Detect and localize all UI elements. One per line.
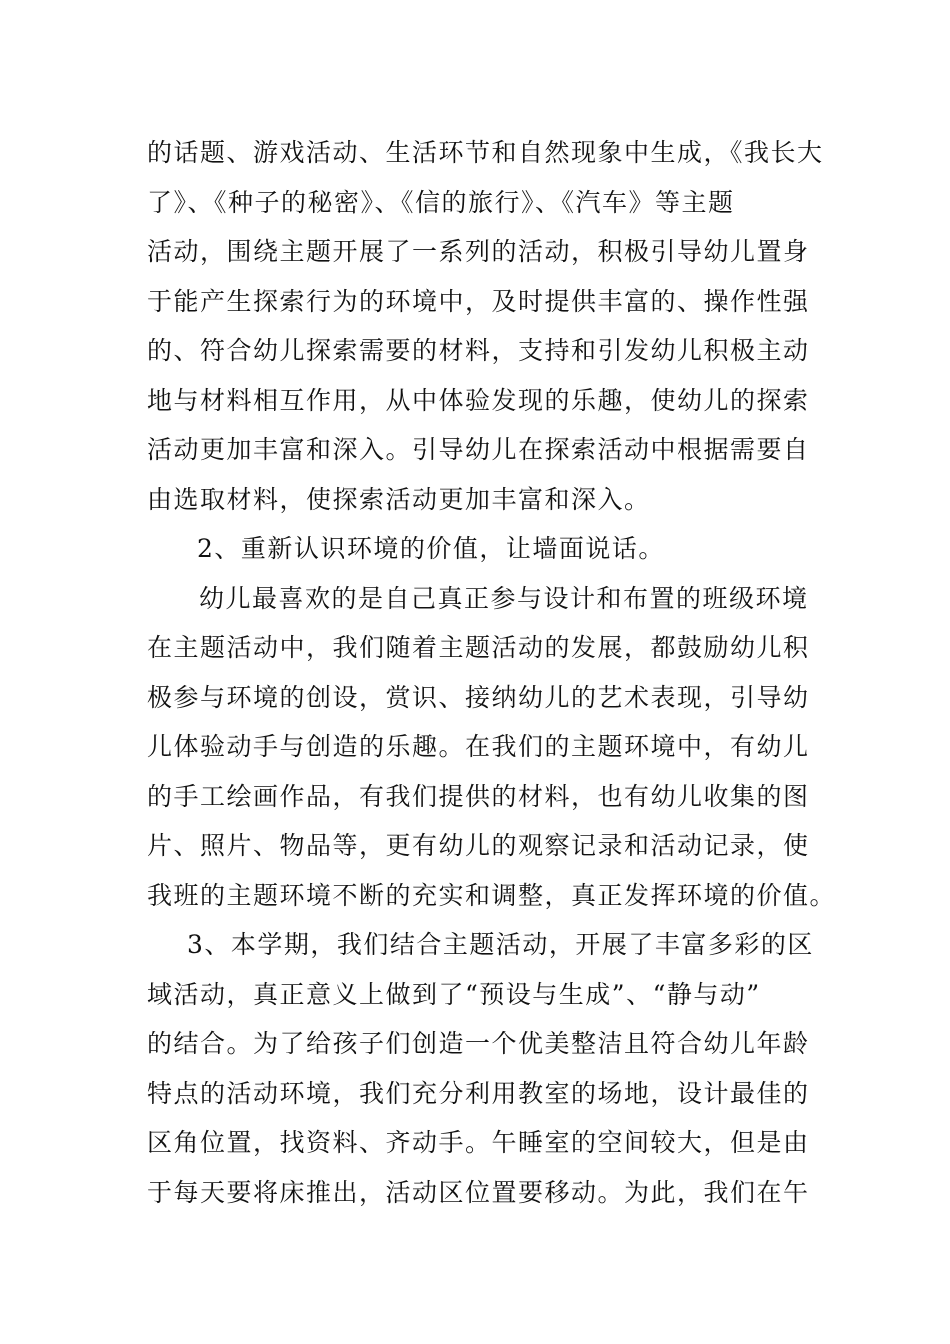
text-line: 3、本学期，我们结合主题活动，开展了丰富多彩的区 — [187, 930, 814, 959]
text-line: 于每天要将床推出，活动区位置要移动。为此，我们在午 — [147, 1177, 810, 1207]
paragraph-1 — [147, 128, 824, 524]
text-line: 活动，围绕主题开展了一系列的活动，积极引导幼儿置身 — [147, 237, 810, 266]
paragraph-3 — [147, 574, 837, 921]
section-heading: 2、重新认识环境的价值，让墙面说话。 — [197, 534, 665, 563]
text-line: 幼儿最喜欢的是自己真正参与设计和布置的班级环境 — [199, 583, 809, 613]
text-line: 域活动，真正意义上做到了“预设与生成”、“静与动” — [147, 979, 761, 1009]
text-line: 了》、《种子的秘密》、《信的旅行》、《汽车》等主题 — [147, 187, 735, 217]
text-line: 儿体验动手与创造的乐趣。在我们的主题环境中，有幼儿 — [147, 732, 810, 761]
text-line: 在主题活动中，我们随着主题活动的发展，都鼓励幼儿积 — [147, 633, 810, 662]
text-line: 极参与环境的创设，赏识、接纳幼儿的艺术表现，引导幼 — [147, 682, 810, 712]
text-line: 片、照片、物品等，更有幼儿的观察记录和活动记录，使 — [147, 831, 810, 860]
text-line: 区角位置，找资料、齐动手。午睡室的空间较大，但是由 — [147, 1128, 810, 1157]
text-line: 特点的活动环境，我们充分利用教室的场地，设计最佳的 — [147, 1078, 810, 1108]
text-line: 的结合。为了给孩子们创造一个优美整洁且符合幼儿年龄 — [147, 1029, 810, 1058]
text-line: 活动更加丰富和深入。引导幼儿在探索活动中根据需要自 — [147, 435, 810, 464]
text-line: 我班的主题环境不断的充实和调整，真正发挥环境的价值。 — [147, 880, 837, 910]
text-line: 的、符合幼儿探索需要的材料，支持和引发幼儿积极主动 — [147, 336, 810, 365]
text-line: 地与材料相互作用，从中体验发现的乐趣，使幼儿的探索 — [147, 385, 810, 415]
text-line: 于能产生探索行为的环境中，及时提供丰富的、操作性强 — [147, 286, 810, 316]
document-body — [147, 128, 837, 1217]
text-line: 的手工绘画作品，有我们提供的材料，也有幼儿收集的图 — [147, 781, 810, 811]
paragraph-4 — [147, 920, 814, 1217]
text-line: 由选取材料，使探索活动更加丰富和深入。 — [147, 484, 651, 514]
text-line: 的话题、游戏活动、生活环节和自然现象中生成，《我长大 — [147, 138, 824, 167]
paragraph-2-heading — [147, 524, 807, 574]
